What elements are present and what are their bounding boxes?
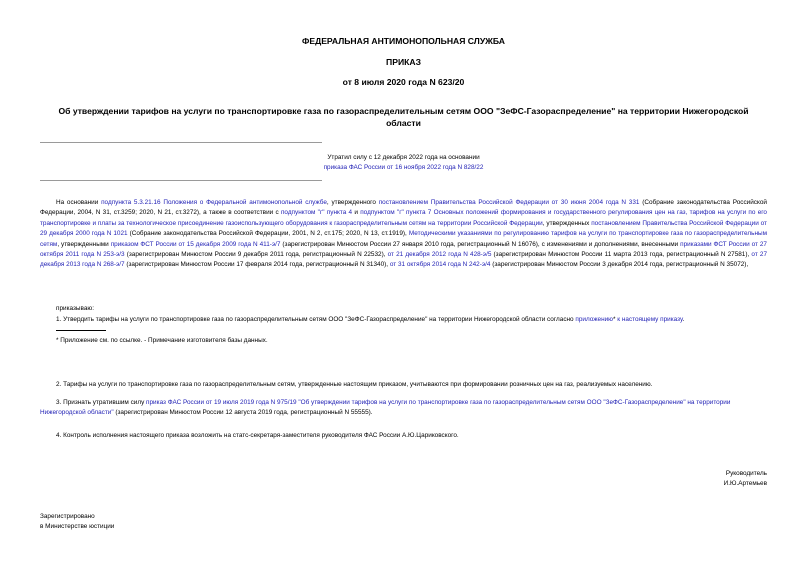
- preamble-text: (Собрание законодательства Российской Федерации, 2001, N 2, ст.175; 2020, N 13, ст.1919),: [127, 230, 409, 238]
- status-text: Утратил силу с 12 декабря 2022 года на основании: [327, 154, 480, 161]
- link-subpoint-4[interactable]: подпунктом "г" пункта 4: [280, 209, 353, 217]
- registration-line-2: в Министерстве юстиции: [40, 523, 115, 530]
- preamble-text: (зарегистрирован Минюстом России 27 января 2010 года, регистрационный N 16076), с изменениями и дополнениями, внесенными: [280, 240, 681, 248]
- item-1: [56, 315, 767, 325]
- preamble-text: , утвержденными: [57, 240, 111, 248]
- divider-top: [40, 142, 322, 143]
- link-government-decree-331[interactable]: постановлением Правительства Российской Федерации от 30 июня 2004 года N 331: [378, 199, 640, 206]
- link-fst-order-242[interactable]: от 31 октября 2014 года N 242-э/4: [389, 261, 491, 269]
- link-methodical-guidelines[interactable]: Методическими указаниями по регулированию тарифов на услуги по транспортировке газа по газораспределительным сетям: [40, 230, 767, 248]
- item-4: 4. Контроль исполнения настоящего приказа возложить на статс-секретаря-заместителя руководителя ФАС России А.Ю.Цариковского.: [56, 432, 459, 439]
- link-government-decree-1021[interactable]: постановлением Правительства Российской Федерации от 29 декабря 2000 года N 1021: [40, 219, 767, 238]
- footnote-text: * Приложение см. по ссылке. - Примечание изготовителя базы данных.: [56, 337, 268, 344]
- divider-bottom: [40, 180, 322, 181]
- preamble-text: , утвержденных: [542, 219, 592, 227]
- preamble-text: (Собрание законодательства Российской Федерации, 2004, N 31, ст.3259; 2020, N 21, ст.3272), а также в соответствии с: [40, 199, 767, 217]
- link-fst-order-268[interactable]: от 27 декабря 2013 года N 268-э/7: [40, 251, 767, 269]
- preamble-text: (зарегистрирован Минюстом России 9 декабря 2011 года, регистрационный N 22532),: [124, 251, 388, 259]
- order-word: приказываю:: [56, 305, 94, 312]
- repealed-order-link[interactable]: приказ ФАС России от 19 июля 2019 года N 975/19 "Об утверждении тарифов на услуги по транспортировке газа по газораспределительным сетям ООО "ЗеФС-Газораспределение" на территории Нижегородской области": [40, 399, 731, 417]
- signature-name: И.Ю.Артемьев: [723, 480, 767, 487]
- repeal-order-link[interactable]: приказа ФАС России от 16 ноября 2022 года N 828/22: [323, 164, 484, 171]
- agency-heading: ФЕДЕРАЛЬНАЯ АНТИМОНОПОЛЬНАЯ СЛУЖБА: [302, 36, 505, 46]
- preamble-paragraph: [40, 198, 767, 271]
- preamble-text: (зарегистрирован Минюстом России 11 марта 2013 года, регистрационный N 27581),: [491, 251, 752, 259]
- status-link-line: [0, 163, 807, 173]
- link-fst-order-253[interactable]: приказами ФСТ России от 27 октября 2011 года N 253-э/3: [40, 240, 767, 259]
- footnote-rule: [56, 330, 106, 331]
- item-3-end: (зарегистрирован Минюстом России 12 августа 2019 года, регистрационный N 55555).: [113, 409, 373, 417]
- date-number-heading: от 8 июля 2020 года N 623/20: [342, 77, 465, 87]
- appendix-link[interactable]: приложению: [575, 316, 613, 323]
- link-fas-regulation[interactable]: подпункта 5.3.21.16 Положения о Федеральной антимонопольной службе: [101, 199, 327, 206]
- this-order-link[interactable]: к настоящему приказу: [617, 316, 683, 323]
- preamble-text: и: [352, 209, 361, 217]
- document-title: Об утверждении тарифов на услуги по транспортировке газа по газораспределительным сетям ООО "ЗеФС-Газораспределение" на территории Нижегородской области: [58, 106, 749, 128]
- preamble-text: На основании: [56, 199, 102, 206]
- footnote-marker: *: [612, 316, 618, 323]
- preamble-text: (зарегистрирован Минюстом России 17 февраля 2014 года, регистрационный N 31340),: [124, 261, 390, 269]
- item-1-text: 1. Утвердить тарифы на услуги по транспортировке газа по газораспределительным сетям ООО "ЗеФС-Газораспределение" на территории Нижегородской области согласно: [56, 316, 576, 323]
- item-3-text: 3. Признать утратившим силу: [56, 399, 147, 406]
- signature-position: Руководитель: [725, 470, 767, 477]
- item-2: 2. Тарифы на услуги по транспортировке газа по газораспределительным сетям, утвержденные настоящим приказом, учитываются при формировании розничных цен на газ, реализуемых населению.: [56, 381, 653, 388]
- link-subpoint-7[interactable]: подпунктом "г" пункта 7 Основных положений формирования и государственного регулирования цен на газ, тарифов на услуги по его транспортировке и платы за технологическое присоединение газоиспользующего оборудования к газораспределительным сетям на территории Российской Федерации: [40, 209, 767, 227]
- link-fst-order-428[interactable]: от 21 декабря 2012 года N 428-э/5: [387, 251, 492, 259]
- doc-type-heading: ПРИКАЗ: [386, 57, 421, 67]
- link-fst-order-411[interactable]: приказом ФСТ России от 15 декабря 2009 года N 411-э/7: [110, 240, 281, 248]
- item-1-end: .: [682, 316, 685, 323]
- preamble-text: (зарегистрирован Минюстом России 3 декабря 2014 года, регистрационный N 35072),: [490, 261, 749, 269]
- preamble-text: , утвержденного: [326, 199, 379, 206]
- item-3: [40, 398, 767, 419]
- registration-line-1: Зарегистрировано: [40, 513, 95, 520]
